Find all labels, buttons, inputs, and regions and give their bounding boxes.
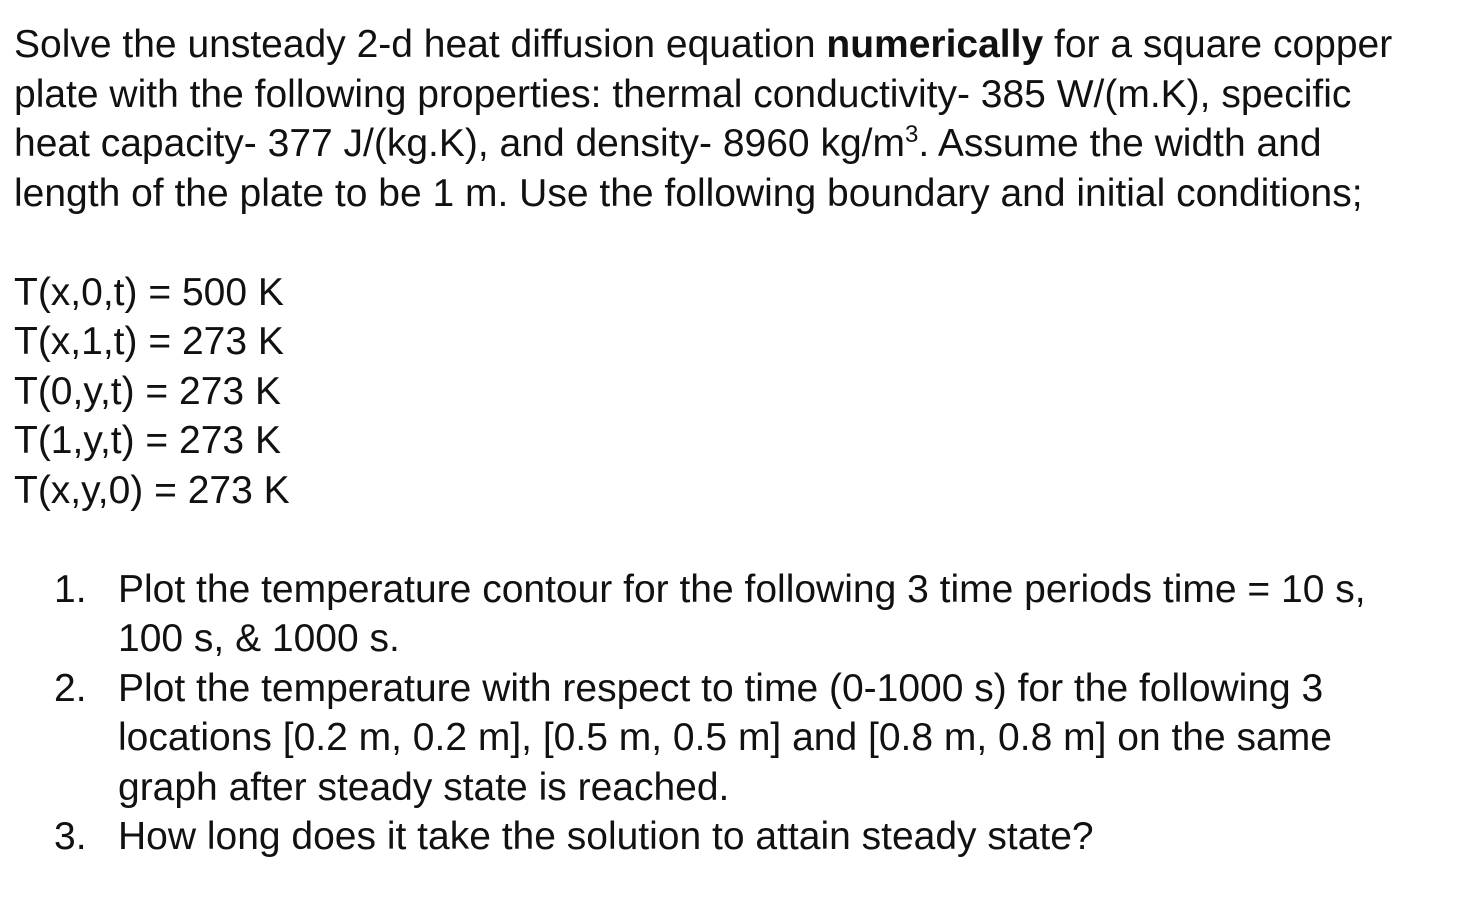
task-number: 1. bbox=[54, 567, 87, 611]
intro-bold-word: numerically bbox=[826, 23, 1044, 66]
problem-statement bbox=[14, 20, 1434, 218]
task-item bbox=[14, 565, 1378, 664]
intro-text-middle: for a square copper plate with the following properties: thermal conductivity- 385 W/(m.K), specific heat capacity- 377 J/(kg.K), and density- 8960 kg/m bbox=[14, 23, 1393, 165]
cubic-superscript: 3 bbox=[904, 121, 919, 148]
task-item bbox=[14, 812, 1378, 862]
document-page bbox=[14, 20, 1434, 901]
task-text: How long does it take the solution to attain steady state? bbox=[118, 815, 1094, 858]
boundary-conditions bbox=[14, 268, 1434, 516]
condition-line: T(0,y,t) = 273 K bbox=[14, 369, 281, 413]
task-number: 3. bbox=[54, 815, 87, 858]
condition-line: T(x,0,t) = 500 K bbox=[14, 270, 284, 314]
condition-line: T(x,y,0) = 273 K bbox=[14, 468, 290, 512]
task-text: Plot the temperature contour for the following 3 time periods time = 10 s, 100 s, & 1000 s. bbox=[118, 567, 1366, 660]
task-item bbox=[14, 664, 1378, 813]
condition-line: T(x,1,t) = 273 K bbox=[14, 320, 284, 363]
task-list bbox=[14, 565, 1434, 862]
task-number: 2. bbox=[54, 666, 87, 710]
intro-text-end: . Assume the width and length of the plate to be 1 m. Use the following boundary and initial conditions; bbox=[14, 122, 1363, 215]
condition-line: T(1,y,t) = 273 K bbox=[14, 419, 281, 462]
task-text: Plot the temperature with respect to time (0-1000 s) for the following 3 locations [0.2 m, 0.2 m], [0.5 m, 0.5 m] and [0.8 m, 0.8 m] on the same graph after steady state is reached. bbox=[118, 666, 1332, 809]
intro-text-start: Solve the unsteady 2-d heat diffusion equation bbox=[14, 23, 827, 66]
